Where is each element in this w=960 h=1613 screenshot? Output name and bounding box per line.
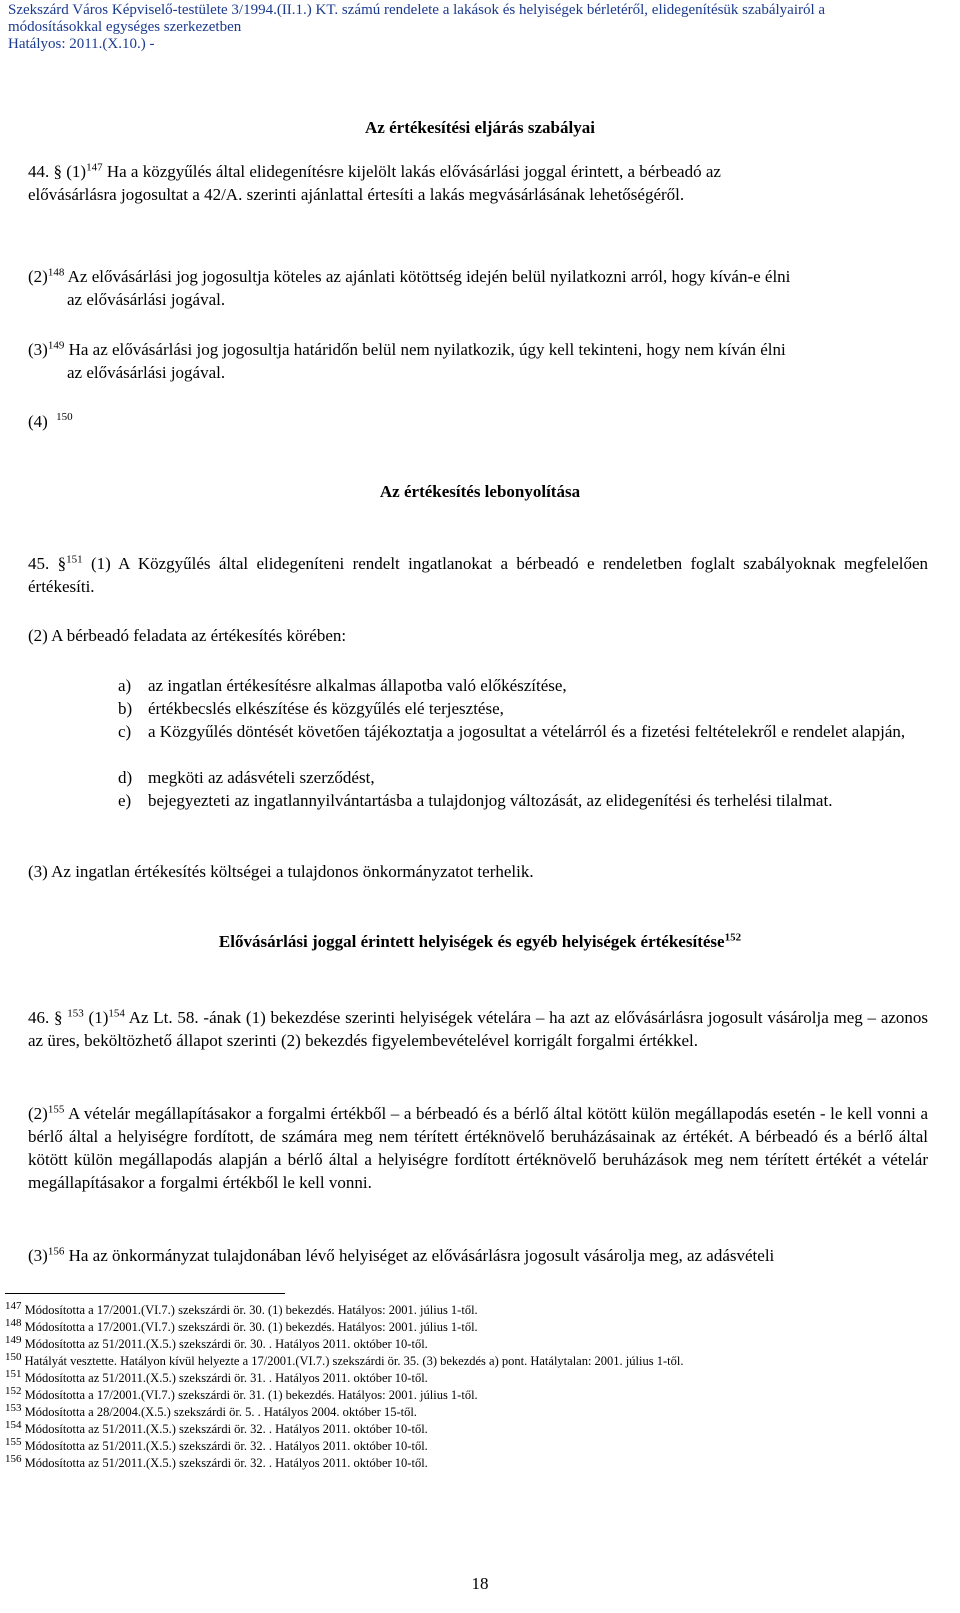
footnote-ref[interactable]: 155 [47,1103,65,1116]
footnote-ref[interactable]: 148 [47,266,65,279]
paragraph-46-2 [28,1102,928,1194]
page-number: 18 [471,1574,489,1593]
paragraph-text: Ha az elővásárlási jog jogosultja határidőn belül nem nyilatkozik, úgy kell tekinteni, hogy nem kíván élni [68,340,786,359]
footnote-text: Módosította a 17/2001.(VI.7.) szekszárdi ör. 30. (1) bekezdés. Hatályos: 2001. július 1-től. [24,1303,478,1317]
footnote-number: 148 [5,1316,22,1329]
footnote-text: Módosította az 51/2011.(X.5.) szekszárdi ör. 32. . Hatályos 2011. október 10-től. [24,1456,428,1470]
paragraph-44-3 [28,338,928,384]
section-sign-icon: § [53,162,62,181]
subsection-number: (2) [28,1104,48,1123]
paragraph-text: A vételár megállapításakor a forgalmi értékből – a bérbeadó és a bérlő által kötött külön megállapodás esetén - le kell vonni a bérlő által a helyiségre fordított, de számára meg nem térített értéknövelő beruházásainak az értékét. A bérbeadó és a bérlő által kötött külön megállapodás alapján a bérlő által a helyiségre fordított értéknövelő beruházások meg nem térített értékét a vételár megállapításakor a forgalmi értékből le kell vonni. [28,1104,928,1192]
footnote-text: Hatályát vesztette. Hatályon kívül helyezte a 17/2001.(VI.7.) szekszárdi ör. 35. (3) bekezdés a) pont. Hatálytalan: 2001. július 1-től. [24,1354,684,1368]
footnote [5,1316,478,1335]
footnote-text: Módosította az 51/2011.(X.5.) szekszárdi ör. 32. . Hatályos 2011. október 10-től. [24,1422,428,1436]
footnote [5,1350,684,1369]
footnote-number: 152 [5,1384,22,1397]
footnote-ref[interactable]: 151 [66,553,83,566]
footnote [5,1384,478,1403]
footnote-text: Módosította az 51/2011.(X.5.) szekszárdi ör. 32. . Hatályos 2011. október 10-től. [24,1439,428,1453]
subsection-number: (3) [28,1246,48,1265]
footnote-text: Módosította a 17/2001.(VI.7.) szekszárdi ör. 30. (1) bekezdés. Hatályos: 2001. július 1-től. [24,1320,478,1334]
paragraph-44-2 [28,265,928,311]
paragraph-text: Az elővásárlási jog jogosultja köteles az ajánlati kötöttség idején belül nyilatkozni arról, hogy kíván-e élni [67,267,791,286]
footnote-text: Módosította a 28/2004.(X.5.) szekszárdi ör. 5. . Hatályos 2004. október 15-től. [24,1405,417,1419]
list-item-text: az ingatlan értékesítésre alkalmas állapotba való előkészítése, [148,676,567,695]
footnote [5,1401,417,1420]
footnote-text: Módosította az 51/2011.(X.5.) szekszárdi ör. 30. . Hatályos 2011. október 10-től. [24,1337,428,1351]
footnote-text: Módosította az 51/2011.(X.5.) szekszárdi ör. 31. . Hatályos 2011. október 10-től. [24,1371,428,1385]
footnote-number: 153 [5,1401,22,1414]
paragraph-45-3: (3) Az ingatlan értékesítés költségei a tulajdonos önkormányzatot terhelik. [28,862,534,881]
section-sign-icon: § [57,554,67,573]
list-marker: a) [118,676,132,695]
paragraph-text: Az Lt. 58. -ának (1) bekezdése szerinti helyiségek vételára – ha azt az elővásárlásra jogosult vásárolja meg – azonos az üres, beköltözhető állapot szerinti (2) bekezdés figyelembevételével korrigált forgalmi értékkel. [28,1008,929,1050]
paragraph-44-4 [28,410,73,433]
footnote-ref[interactable]: 154 [108,1007,125,1020]
footnote-separator [5,1293,285,1294]
footnote-number: 151 [5,1367,22,1380]
paragraph-46 [28,1006,928,1052]
list-marker: c) [118,722,132,741]
subsection-number: (1) [88,1008,109,1027]
footnote-number: 147 [5,1299,22,1312]
footnote [5,1435,428,1454]
list-item-text: bejegyezteti az ingatlannyilvántartásba a tulajdonjog változását, az elidegenítési és terhelési tilalmat. [148,791,833,810]
paragraph-number: 46. [28,1008,50,1027]
section-title-text: Elővásárlási joggal érintett helyiségek és egyéb helyiségek értékesítése [218,932,725,951]
paragraph-text: Ha az önkormányzat tulajdonában lévő helyiséget az elővásárlásra jogosult vásárolja meg, az adásvételi [68,1246,775,1265]
paragraph-text: elővásárlásra jogosultat a 42/A. szerinti ajánlattal értesíti a lakás megvásárlásának lehetőségéről. [28,185,685,204]
section-title-premises [0,932,960,952]
section-title-sales-procedure: Az értékesítési eljárás szabályai [365,118,595,137]
footnote [5,1452,428,1471]
list-marker: d) [118,768,133,787]
footnote-number: 150 [5,1350,22,1363]
footnote-ref[interactable]: 150 [56,411,73,424]
footnote-number: 156 [5,1452,22,1465]
footnote-number: 155 [5,1435,22,1448]
footnote [5,1367,428,1386]
paragraph-46-3 [28,1244,938,1267]
footnote-ref[interactable]: 152 [724,931,742,944]
list-item-text: értékbecslés elkészítése és közgyűlés elé terjesztése, [148,699,504,718]
paragraph-text: az elővásárlási jogával. [67,363,226,382]
subsection-number: (2) [28,267,48,286]
subsection-number: (4) [28,412,48,431]
paragraph-text: (1) A Közgyűlés által elidegeníteni rendelt ingatlanokat a bérbeadó e rendeletben foglalt szabályoknak megfelelően értékesíti. [28,554,929,596]
subsection-number: (1) [66,162,87,181]
footnote-text: Módosította a 17/2001.(VI.7.) szekszárdi ör. 31. (1) bekezdés. Hatályos: 2001. július 1-től. [24,1388,478,1402]
list-marker: e) [118,791,132,810]
paragraph-number: 44. [28,162,50,181]
list-marker: b) [118,699,133,718]
footnote-ref[interactable]: 149 [47,339,65,352]
subsection-number: (3) [28,340,48,359]
footnote [5,1333,428,1352]
paragraph-45-2: (2) A bérbeadó feladata az értékesítés körében: [28,626,347,645]
footnote-ref[interactable]: 156 [47,1245,65,1258]
footnote [5,1418,428,1437]
list-item-text: megköti az adásvételi szerződést, [148,768,375,787]
footnote-number: 149 [5,1333,22,1346]
footnote-ref[interactable]: 147 [86,161,103,174]
header-line-1: Szekszárd Város Képviselő-testülete 3/1994.(II.1.) KT. számú rendelete a lakások és helyiségek bérletéről, elidegenítésük szabályairól a [8,2,826,18]
header-line-2: módosításokkal egységes szerkezetben [8,19,242,35]
running-header [8,2,825,53]
footnote [5,1299,478,1318]
footnote-ref[interactable]: 153 [67,1007,84,1020]
list-item-text: a Közgyűlés döntését követően tájékoztatja a jogosultat a vételárról és a fizetési feltételekről e rendelet alapján, [148,722,906,741]
header-line-3: Hatályos: 2011.(X.10.) - [8,36,155,52]
paragraph-text: az elővásárlási jogával. [67,290,226,309]
footnote-number: 154 [5,1418,22,1431]
section-sign-icon: § [54,1008,63,1027]
paragraph-text: Ha a közgyűlés által elidegenítésre kijelölt lakás elővásárlási joggal érintett, a bérbeadó az [106,162,721,181]
paragraph-45 [28,552,928,598]
section-title-execution: Az értékesítés lebonyolítása [379,482,581,501]
paragraph-number: 45. [28,554,50,573]
paragraph-44 [28,160,928,206]
